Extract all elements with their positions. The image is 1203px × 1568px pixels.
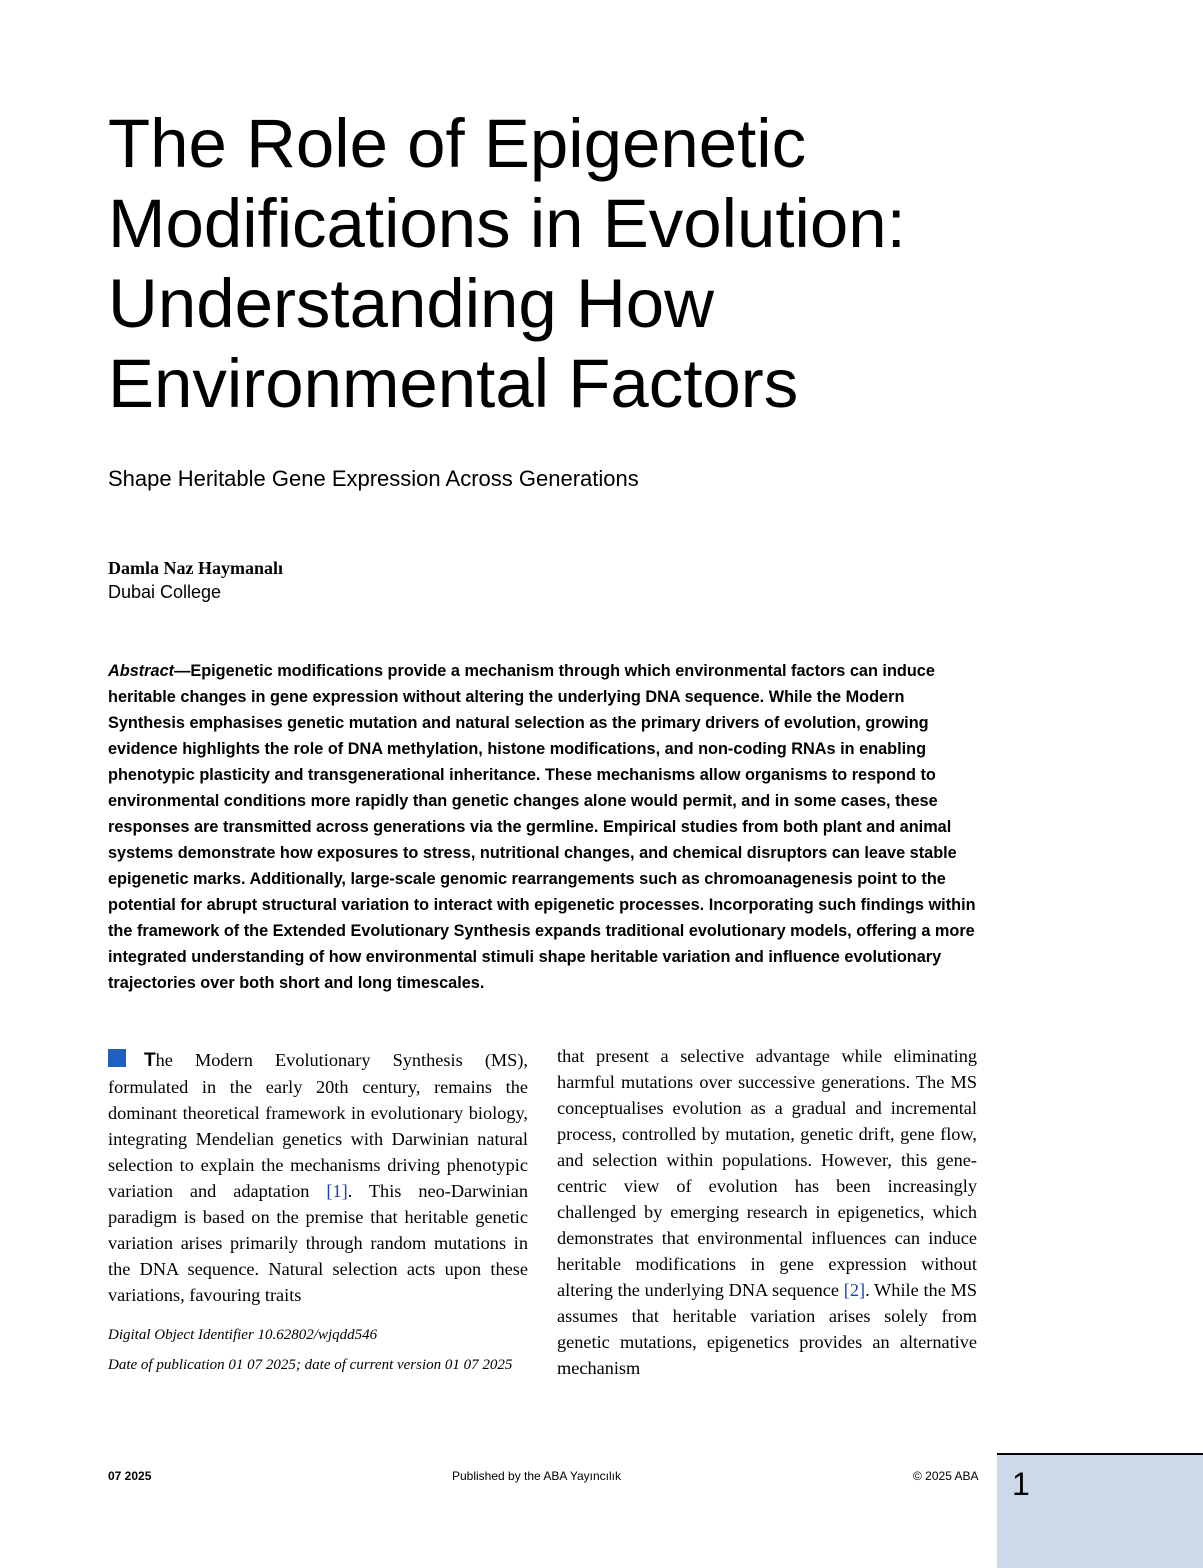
author-affiliation: Dubai College — [108, 582, 222, 602]
initial-letter: T — [144, 1050, 156, 1071]
body-text: . While the MS assumes that heritable variation arises solely from genetic mutations, epigenetics provides an alternative mechanism — [557, 1280, 977, 1378]
citation-link-1[interactable]: [1] — [326, 1181, 348, 1201]
paper-title: The Role of Epigenetic Modifications in Evolution: Understanding How Environmental Factors — [108, 105, 906, 422]
abstract — [108, 658, 984, 996]
author-name: Damla Naz Haymanalı — [108, 558, 283, 578]
section-marker-icon — [108, 1049, 126, 1067]
abstract-text: —Epigenetic modifications provide a mechanism through which environmental factors can induce heritable changes in gene expression without altering the underlying DNA sequence. While the Modern Synthesis emphasises genetic mutation and natural selection as the primary drivers of evolution, growing evidence highlights the role of DNA methylation, histone modifications, and non-coding RNAs in enabling phenotypic plasticity and transgenerational inheritance. These mechanisms allow organisms to respond to environmental conditions more rapidly than genetic changes alone would permit, and in some cases, these responses are transmitted across generations via the germline. Empirical studies from both plant and animal systems demonstrate how exposures to stress, nutritional changes, and chemical disruptors can leave stable epigenetic marks. Additionally, large-scale genomic rearrangements such as chromoanagenesis point to the potential for abrupt structural variation to interact with epigenetic processes. Incorporating such findings within the framework of the Extended Evolutionary Synthesis expands traditional evolutionary models, offering a more integrated understanding of how environmental stimuli shape heritable variation and influence evolutionary trajectories over both short and long timescales. — [108, 662, 976, 992]
footer-copyright: © 2025 ABA — [913, 1469, 979, 1483]
body-text: he Modern Evolutionary Synthesis (MS), formulated in the early 20th century, remains the dominant theoretical framework in evolutionary biology, integrating Mendelian genetics with Darwinian natural selection to explain the mechanisms driving phenotypic variation and adaptation — [108, 1050, 528, 1201]
body-text: . This neo-Darwinian paradigm is based on the premise that heritable genetic variation arises primarily through random mutations in the DNA sequence. Natural selection acts upon these variations, favouring traits — [108, 1181, 528, 1305]
body-text: that present a selective advantage while eliminating harmful mutations over successive generations. The MS conceptualises evolution as a gradual and incremental process, controlled by mutation, genetic drift, gene flow, and selection within populations. However, this gene-centric view of evolution has been increasingly challenged by emerging research in epigenetics, which demonstrates that environmental influences can induce heritable modifications in gene expression without altering the underlying DNA sequence — [557, 1046, 977, 1300]
body-column-left — [108, 1047, 528, 1308]
citation-link-2[interactable]: [2] — [843, 1280, 866, 1300]
body-column-right — [557, 1043, 977, 1381]
paper-subtitle: Shape Heritable Gene Expression Across Generations — [108, 466, 639, 491]
doi-note: Digital Object Identifier 10.62802/wjqdd546 — [108, 1327, 378, 1343]
publication-date-note: Date of publication 01 07 2025; date of current version 01 07 2025 — [108, 1357, 513, 1373]
page-number: 1 — [1012, 1466, 1030, 1502]
footer-date: 07 2025 — [108, 1469, 152, 1483]
abstract-label: Abstract — [108, 662, 175, 680]
footer-publisher: Published by the ABA Yayıncılık — [452, 1469, 621, 1483]
